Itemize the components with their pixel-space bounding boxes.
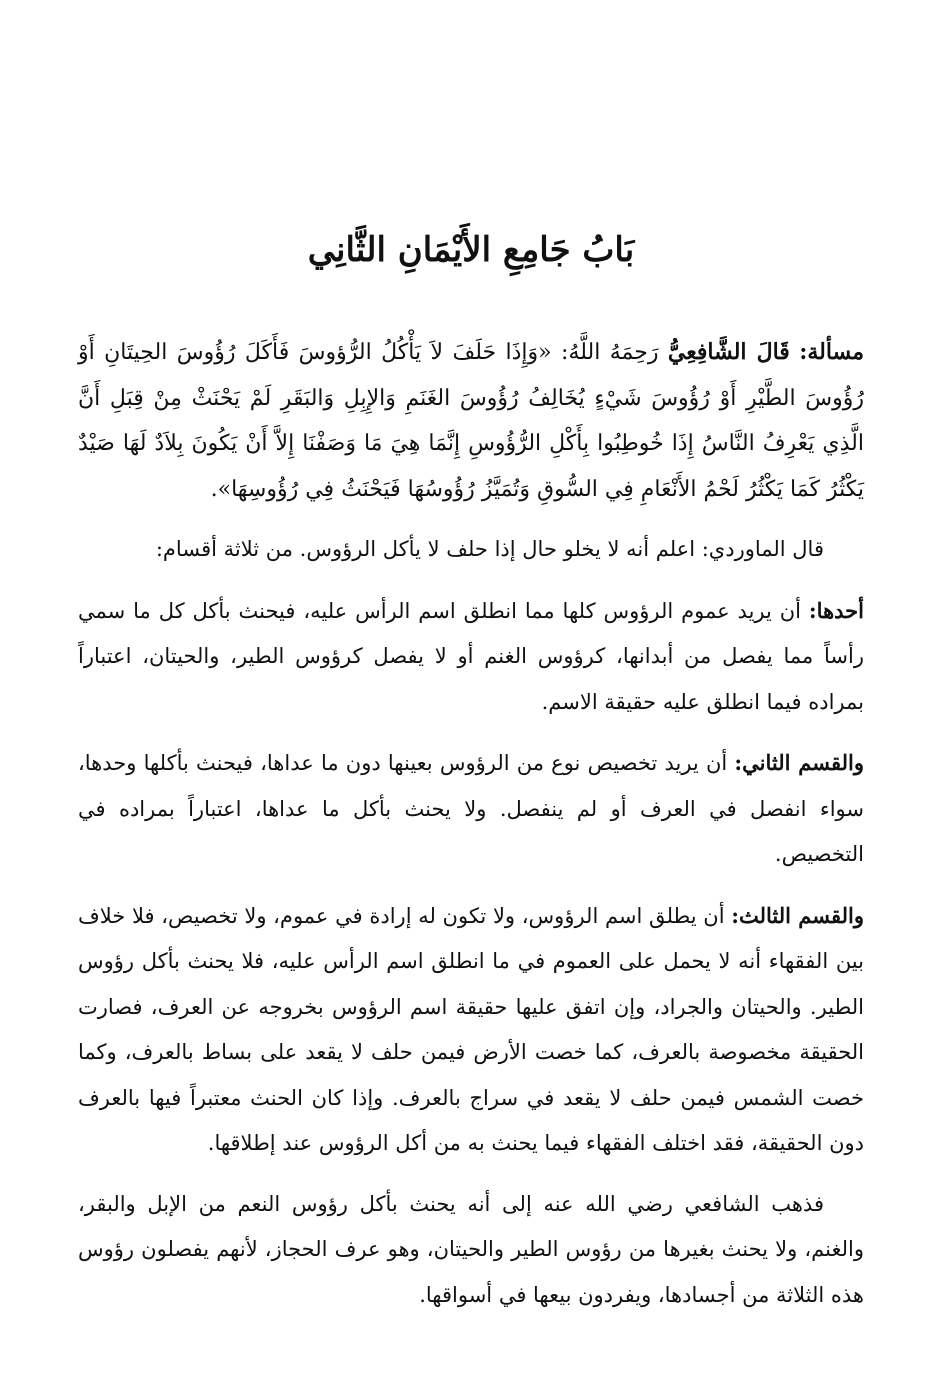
closing-paragraph: فذهب الشافعي رضي الله عنه إلى أنه يحنث بأكل رؤوس النعم من الإبل والبقر، والغنم، ولا يحنث بغيرها من رؤوس الطير والحيتان، وهو عرف الحجاز، لأنهم يفصلون رؤوس هذه الثلاثة من أجسادها، ويفردون بيعها في أسواقها. (78, 1191, 864, 1307)
masala-label: مسألة: (799, 339, 864, 365)
section-third-text: أن يطلق اسم الرؤوس، ولا تكون له إرادة في عموم، ولا تخصيص، فلا خلاف بين الفقهاء أنه لا يحمل على العموم في ما انطلق اسم الرأس عليه، فلا يحنث بأكل رؤوس الطير. والحيتان والجراد، وإن اتفق عليها حقيقة اسم الرؤوس بخروجه عن العرف، فصارت الحقيقة مخصوصة بالعرف، كما خصت الأرض فيمن حلف لا يقعد على بساط بالعرف، وكما خصت الشمس فيمن حلف لا يقعد في سراج بالعرف. وإذا كان الحنث معتبراً فيها بالعرف دون الحقيقة، فقد اختلف الفقهاء فيما يحنث به من أكل الرؤوس عند إطلاقها. (78, 903, 864, 1155)
chapter-title: بَابُ جَامِعِ الأَيْمَانِ الثَّانِي (307, 230, 635, 270)
section-first (78, 588, 864, 726)
page-body (78, 330, 864, 1333)
masala-paragraph (78, 330, 864, 512)
section-second-label: والقسم الثاني: (734, 750, 864, 775)
section-second-text: أن يريد تخصيص نوع من الرؤوس بعينها دون ما عداها، فيحنث بأكلها وحدها، سواء انفصل في العرف أو لم ينفصل. ولا يحنث بأكل ما عداها، اعتباراً بمراده في التخصيص. (78, 751, 864, 866)
section-first-label: أحدها: (808, 597, 864, 623)
section-third (78, 893, 864, 1167)
section-third-label: والقسم الثالث: (731, 902, 864, 928)
intro-paragraph: قال الماوردي: اعلم أنه لا يخلو حال إذا حلف لا يأكل الرؤوس. من ثلاثة أقسام: (155, 537, 824, 561)
section-second (78, 740, 864, 878)
masala-speaker: قَالَ الشَّافِعِيُّ (667, 339, 790, 365)
section-first-text: أن يريد عموم الرؤوس كلها مما انطلق اسم الرأس عليه، فيحنث بأكل كل ما سمي رأساً مما يفصل من أبدانها، كرؤوس الغنم أو لا يفصل كرؤوس الطير، والحيتان، اعتباراً بمراده فيما انطلق عليه حقيقة الاسم. (78, 598, 864, 714)
masala-text: رَحِمَهُ اللَّهُ: «وَإِذَا حَلَفَ لاَ يَأْكُلُ الرُّؤوسَ فَأَكَلَ رُؤُوسَ الحِيتَانِ أَوْ رُؤُوسَ الطَّيْرِ أَوْ رُؤُوسَ شَيْءٍ يُخَالِفُ رُؤُوسَ الغَنَمِ وَالإِبِلِ وَالبَقَرِ لَمْ يَحْنَثْ مِنْ قِبَلِ أَنَّ الَّذِي يَعْرِفُ النَّاسُ إِذَا خُوطِبُوا بِأَكْلِ الرُّؤُوسِ إِنَّمَا هِيَ مَا وَصَفْنَا إِلاَّ أَنْ يَكُونَ بِلاَدٌ لَهَا صَيْدٌ يَكْثُرُ كَمَا يَكْثُرُ لَحْمُ الأَنْعَامِ فِي السُّوقِ وَتُمَيَّزُ رُؤُوسُهَا فَيَحْنَثُ فِي رُؤُوسِهَا». (78, 340, 864, 502)
